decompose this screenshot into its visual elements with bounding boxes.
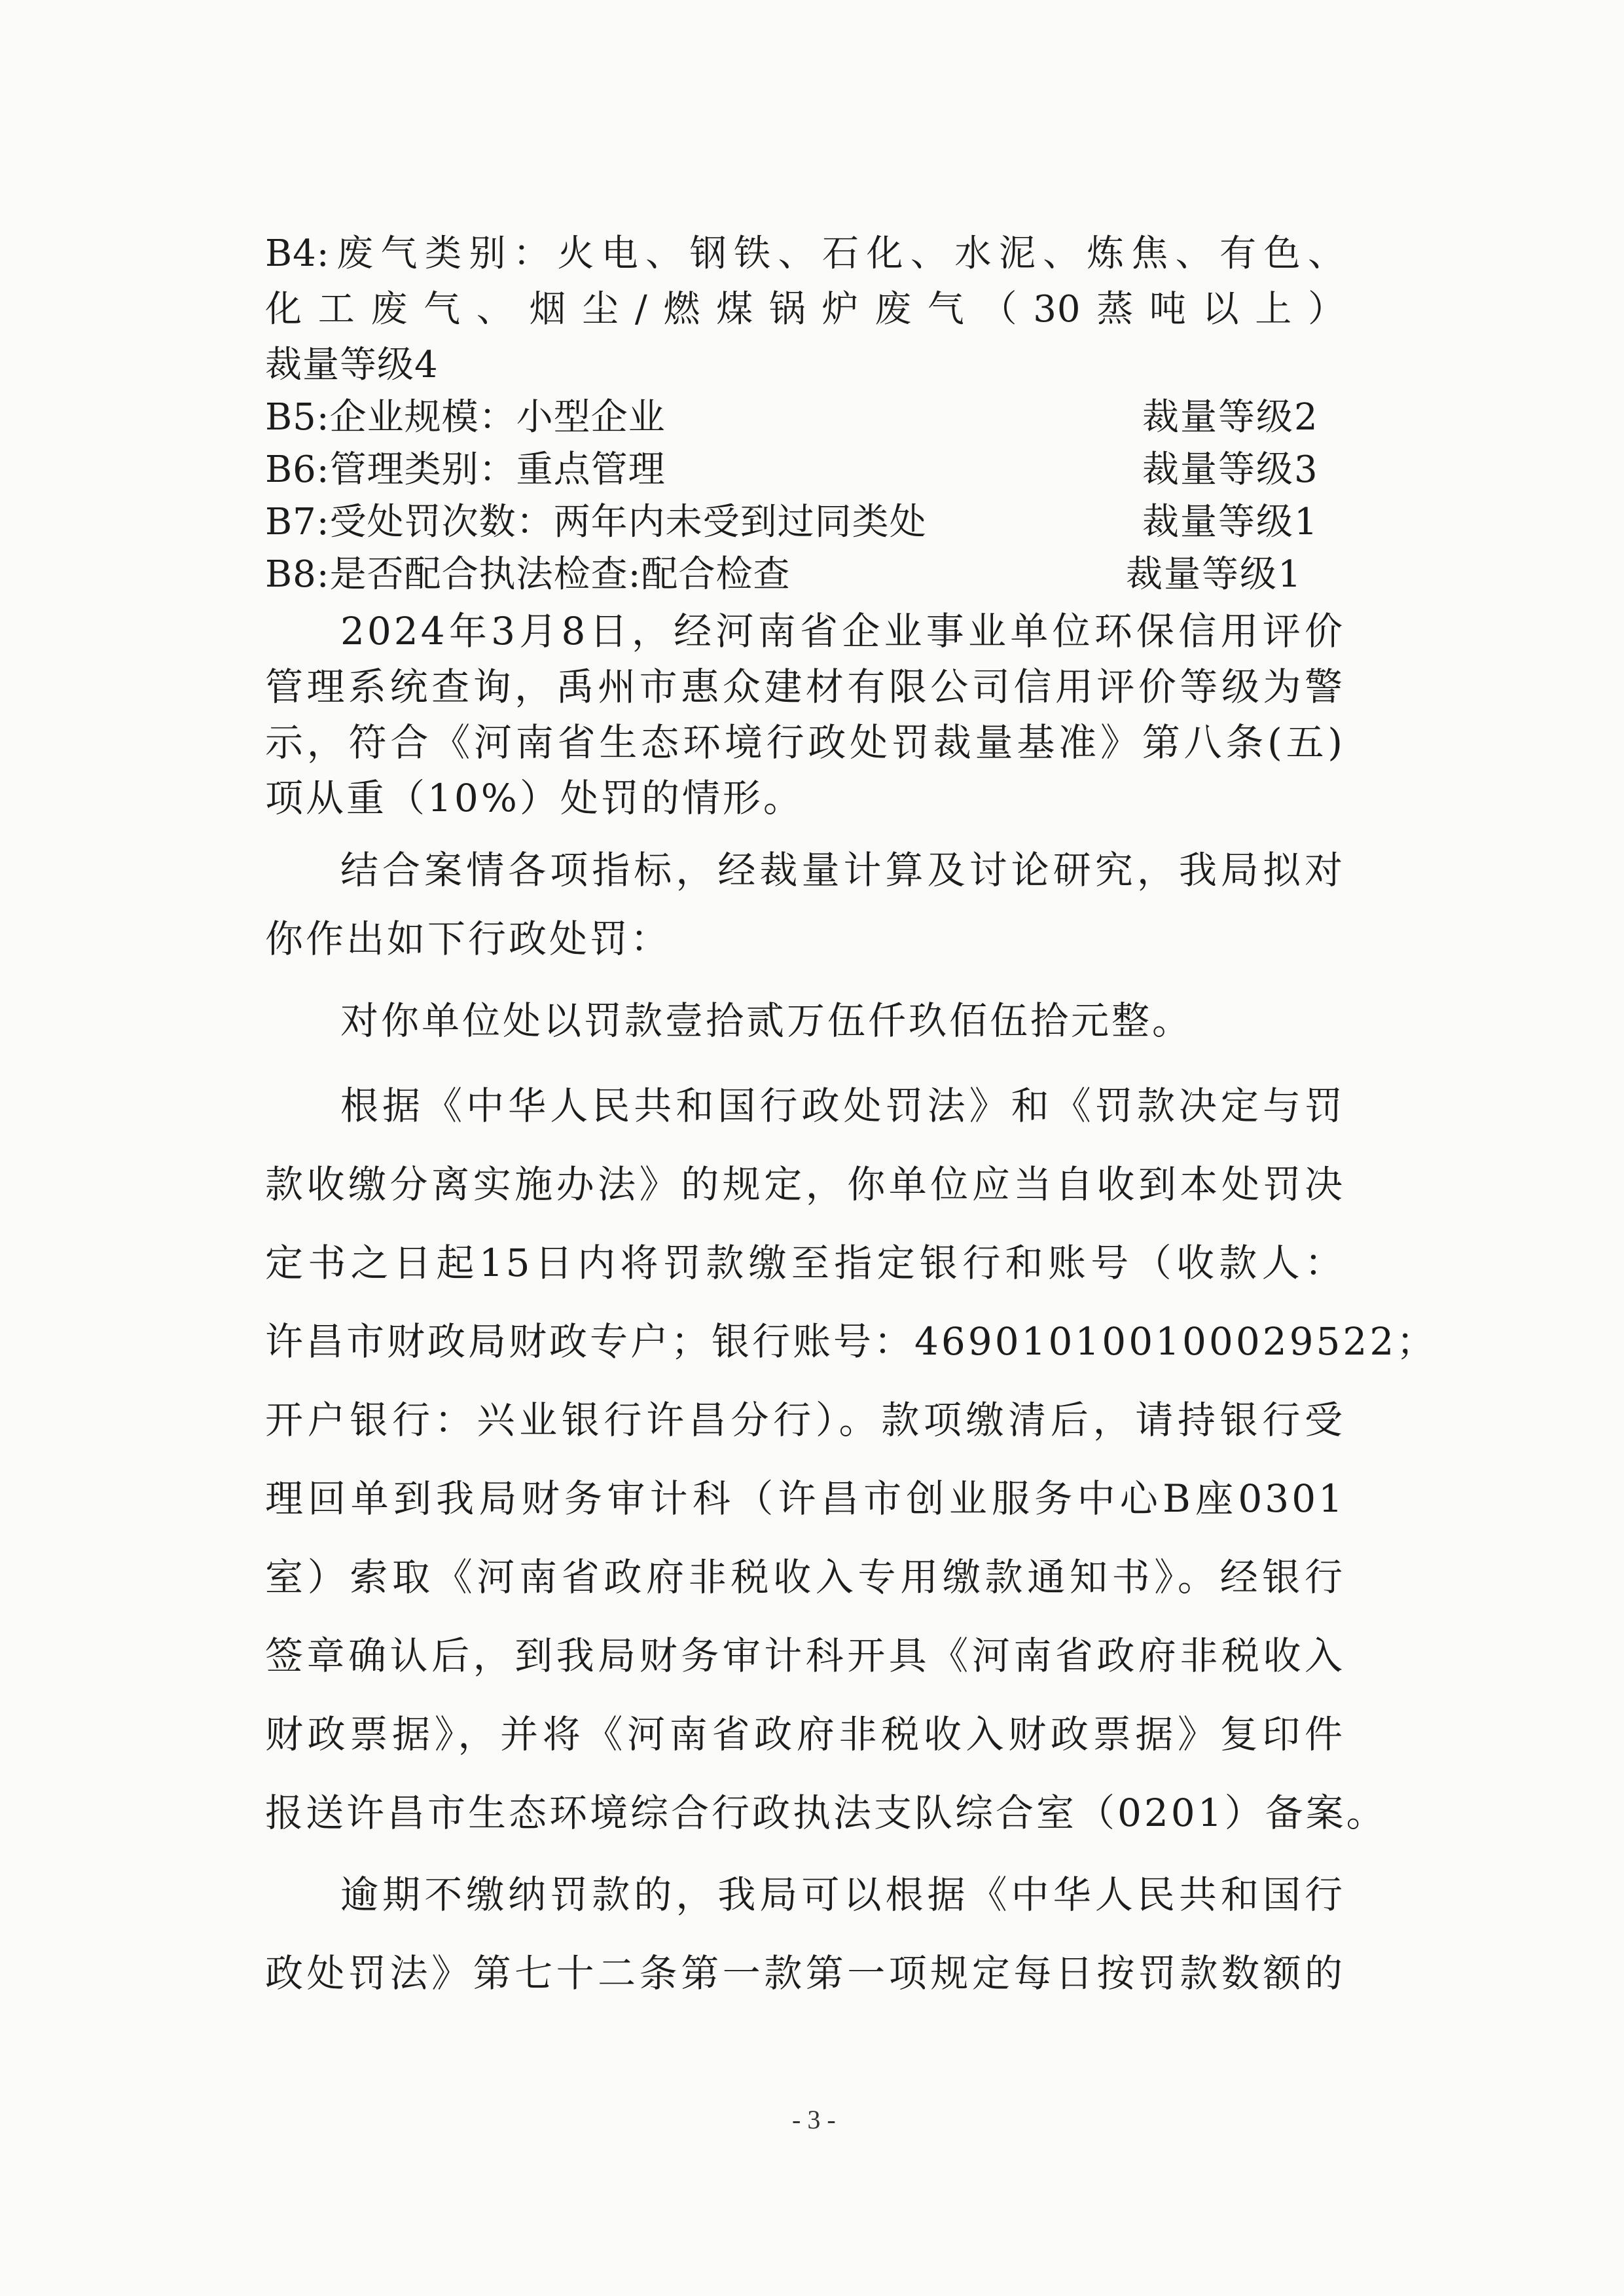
criterion-b4-line2: 化工废气、烟尘/燃煤锅炉废气（30蒸吨以上）	[265, 288, 1345, 331]
criterion-b4-level: 裁量等级4	[265, 344, 439, 386]
payment-para-line: 室）索取《河南省政府非税收入专用缴款通知书》。经银行	[265, 1555, 1345, 1599]
payment-para-line: 报送许昌市生态环境综合行政执法支队综合室（0201）备案。	[265, 1791, 1387, 1835]
criterion-b7-level: 裁量等级1	[1142, 501, 1319, 543]
criterion-b8-level: 裁量等级1	[1126, 553, 1303, 596]
payment-para-line: 根据《中华人民共和国行政处罚法》和《罚款决定与罚	[340, 1084, 1345, 1128]
criterion-b5-level: 裁量等级2	[1142, 396, 1319, 439]
credit-para-line: 2024年3月8日，经河南省企业事业单位环保信用评价	[340, 609, 1345, 653]
decision-para-line: 结合案情各项指标，经裁量计算及讨论研究，我局拟对	[340, 848, 1345, 892]
payment-para-line: 签章确认后，到我局财务审计科开具《河南省政府非税收入	[265, 1633, 1345, 1678]
payment-para-line: 财政票据》，并将《河南省政府非税收入财政票据》复印件	[265, 1712, 1345, 1757]
criterion-b5-label: B5:企业规模：小型企业	[265, 396, 666, 439]
credit-para-line: 示，符合《河南省生态环境行政处罚裁量基准》第八条(五)	[265, 720, 1345, 765]
credit-para-line: 管理系统查询，禹州市惠众建材有限公司信用评价等级为警	[265, 665, 1345, 709]
payment-para-line: 理回单到我局财务审计科（许昌市创业服务中心B座0301	[265, 1476, 1345, 1521]
payment-para-line: 许昌市财政局财政专户；银行账号：469010100100029522；	[265, 1319, 1437, 1364]
decision-para-line: 你作出如下行政处罚：	[265, 917, 672, 961]
credit-para-line: 项从重（10%）处罚的情形。	[265, 776, 804, 820]
payment-para-line: 开户银行：兴业银行许昌分行）。款项缴清后，请持银行受	[265, 1398, 1345, 1442]
criterion-b8-label: B8:是否配合执法检查:配合检查	[265, 553, 791, 596]
criterion-b4-line1: B4:废气类别：火电、钢铁、石化、水泥、炼焦、有色、	[265, 232, 1345, 275]
page-number: - 3 -	[792, 2105, 836, 2134]
criterion-b6-label: B6:管理类别：重点管理	[265, 448, 666, 491]
overdue-para-line: 政处罚法》第七十二条第一款第一项规定每日按罚款数额的	[265, 1951, 1345, 1995]
payment-para-line: 定书之日起15日内将罚款缴至指定银行和账号（收款人：	[265, 1241, 1345, 1285]
payment-para-line: 款收缴分离实施办法》的规定，你单位应当自收到本处罚决	[265, 1162, 1345, 1207]
criterion-b6-level: 裁量等级3	[1142, 448, 1319, 491]
overdue-para-line: 逾期不缴纳罚款的，我局可以根据《中华人民共和国行	[340, 1872, 1345, 1917]
criterion-b7-label: B7:受处罚次数：两年内未受到过同类处	[265, 501, 927, 543]
fine-statement: 对你单位处以罚款壹拾贰万伍仟玖佰伍拾元整。	[340, 998, 1193, 1043]
